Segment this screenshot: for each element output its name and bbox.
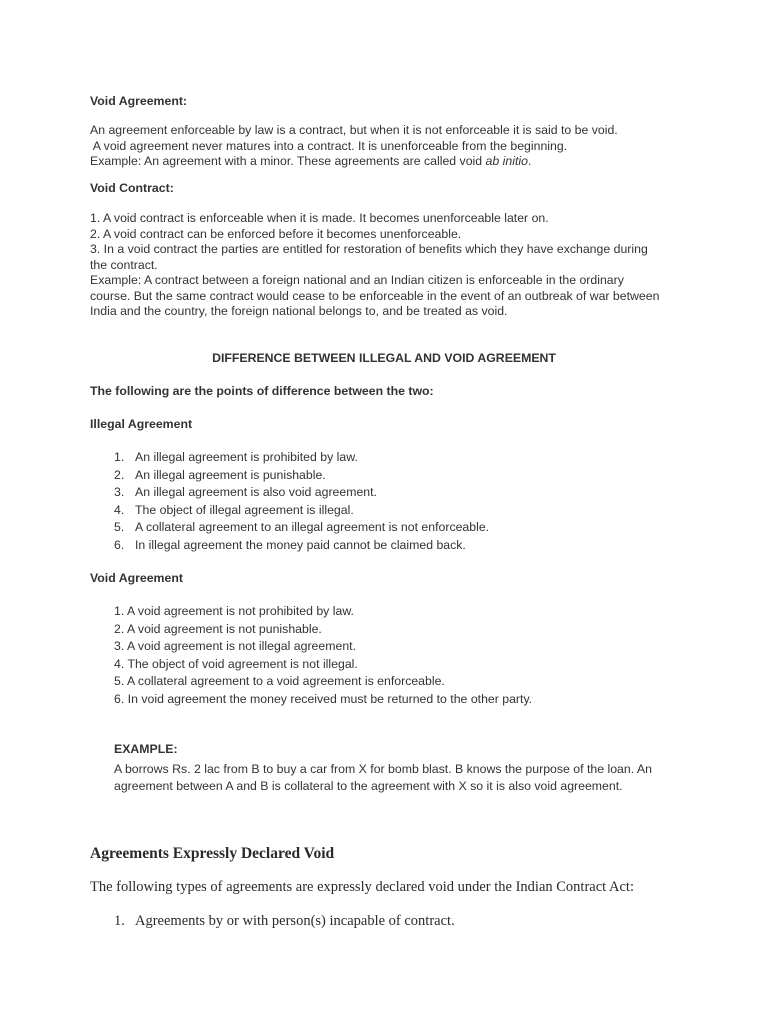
void-contract-line: course. But the same contract would cease to be enforceable in the event of an outbreak of war between: [90, 288, 660, 303]
void-contract-paragraph: [90, 211, 690, 320]
example-paragraph: [114, 761, 714, 794]
list-number: 6.: [114, 537, 125, 552]
list-number: 4.: [114, 502, 125, 517]
list-text: A collateral agreement to an illegal agreement is not enforceable.: [135, 520, 490, 534]
list-number: 1.: [114, 913, 125, 929]
void-agreement-list-heading: Void Agreement: [90, 571, 183, 585]
void-agreement-paragraph: [90, 123, 690, 170]
list-text: An illegal agreement is prohibited by law.: [135, 450, 358, 464]
list-item: 2. A void agreement is not punishable.: [114, 621, 322, 636]
list-item: [114, 520, 674, 538]
expressly-declared-intro: The following types of agreements are expressly declared void under the Indian Contract Act:: [90, 879, 634, 895]
list-item: [114, 503, 674, 521]
list-item: 5. A collateral agreement to a void agreement is enforceable.: [114, 674, 445, 688]
list-item: 3. A void agreement is not illegal agreement.: [114, 639, 356, 653]
difference-title: DIFFERENCE BETWEEN ILLEGAL AND VOID AGREEMENT: [212, 351, 556, 365]
void-agreement-list: [114, 603, 714, 708]
void-contract-heading: Void Contract:: [90, 181, 174, 195]
example-line: agreement between A and B is collateral to the agreement with X so it is also void agreement.: [114, 778, 623, 793]
void-contract-line: India and the country, the foreign national belongs to, and be treated as void.: [90, 304, 508, 318]
example-italic-text: ab initio: [485, 154, 528, 168]
void-contract-line: Example: A contract between a foreign national and an Indian citizen is enforceable in the ordinary: [90, 273, 624, 287]
void-contract-line: 2. A void contract can be enforced before it becomes unenforceable.: [90, 226, 462, 241]
illegal-agreement-heading: Illegal Agreement: [90, 417, 193, 431]
list-text: An illegal agreement is punishable.: [135, 467, 326, 482]
list-item: [114, 913, 455, 930]
list-number: 2.: [114, 467, 125, 482]
void-contract-line: the contract.: [90, 257, 158, 272]
void-agreement-example: [90, 154, 690, 170]
list-item: 6. In void agreement the money received must be returned to the other party.: [114, 691, 533, 706]
void-contract-line: 3. In a void contract the parties are entitled for restoration of benefits which they have exchange during: [90, 242, 648, 256]
void-agreement-heading: Void Agreement:: [90, 94, 188, 108]
void-agreement-line: An agreement enforceable by law is a contract, but when it is not enforceable it is said to be void.: [90, 123, 618, 137]
void-contract-line: 1. A void contract is enforceable when it is made. It becomes unenforceable later on.: [90, 211, 549, 225]
list-number: 5.: [114, 520, 125, 534]
list-text: In illegal agreement the money paid cannot be claimed back.: [135, 537, 466, 552]
list-item: [114, 468, 674, 486]
example-suffix: .: [527, 154, 532, 168]
expressly-declared-heading: Agreements Expressly Declared Void: [90, 845, 335, 862]
example-heading: EXAMPLE:: [114, 742, 178, 756]
list-item: [114, 538, 674, 556]
void-agreement-line: A void agreement never matures into a contract. It is unenforceable from the beginning.: [90, 138, 568, 153]
list-item: 4. The object of void agreement is not illegal.: [114, 656, 358, 671]
example-line: A borrows Rs. 2 lac from B to buy a car from X for bomb blast. B knows the purpose of the loan. An: [114, 762, 652, 776]
list-text: Agreements by or with person(s) incapable of contract.: [135, 913, 455, 929]
list-text: An illegal agreement is also void agreement.: [135, 485, 377, 499]
list-item: [114, 485, 674, 503]
example-text: Example: An agreement with a minor. These agreements are called void: [90, 154, 486, 168]
list-text: The object of illegal agreement is illegal.: [135, 502, 354, 517]
list-number: 1.: [114, 450, 125, 464]
list-item: 1. A void agreement is not prohibited by law.: [114, 604, 354, 618]
illegal-agreement-list: [114, 450, 674, 555]
list-item: [114, 450, 674, 468]
difference-intro: The following are the points of difference between the two:: [90, 384, 434, 398]
list-number: 3.: [114, 485, 125, 499]
